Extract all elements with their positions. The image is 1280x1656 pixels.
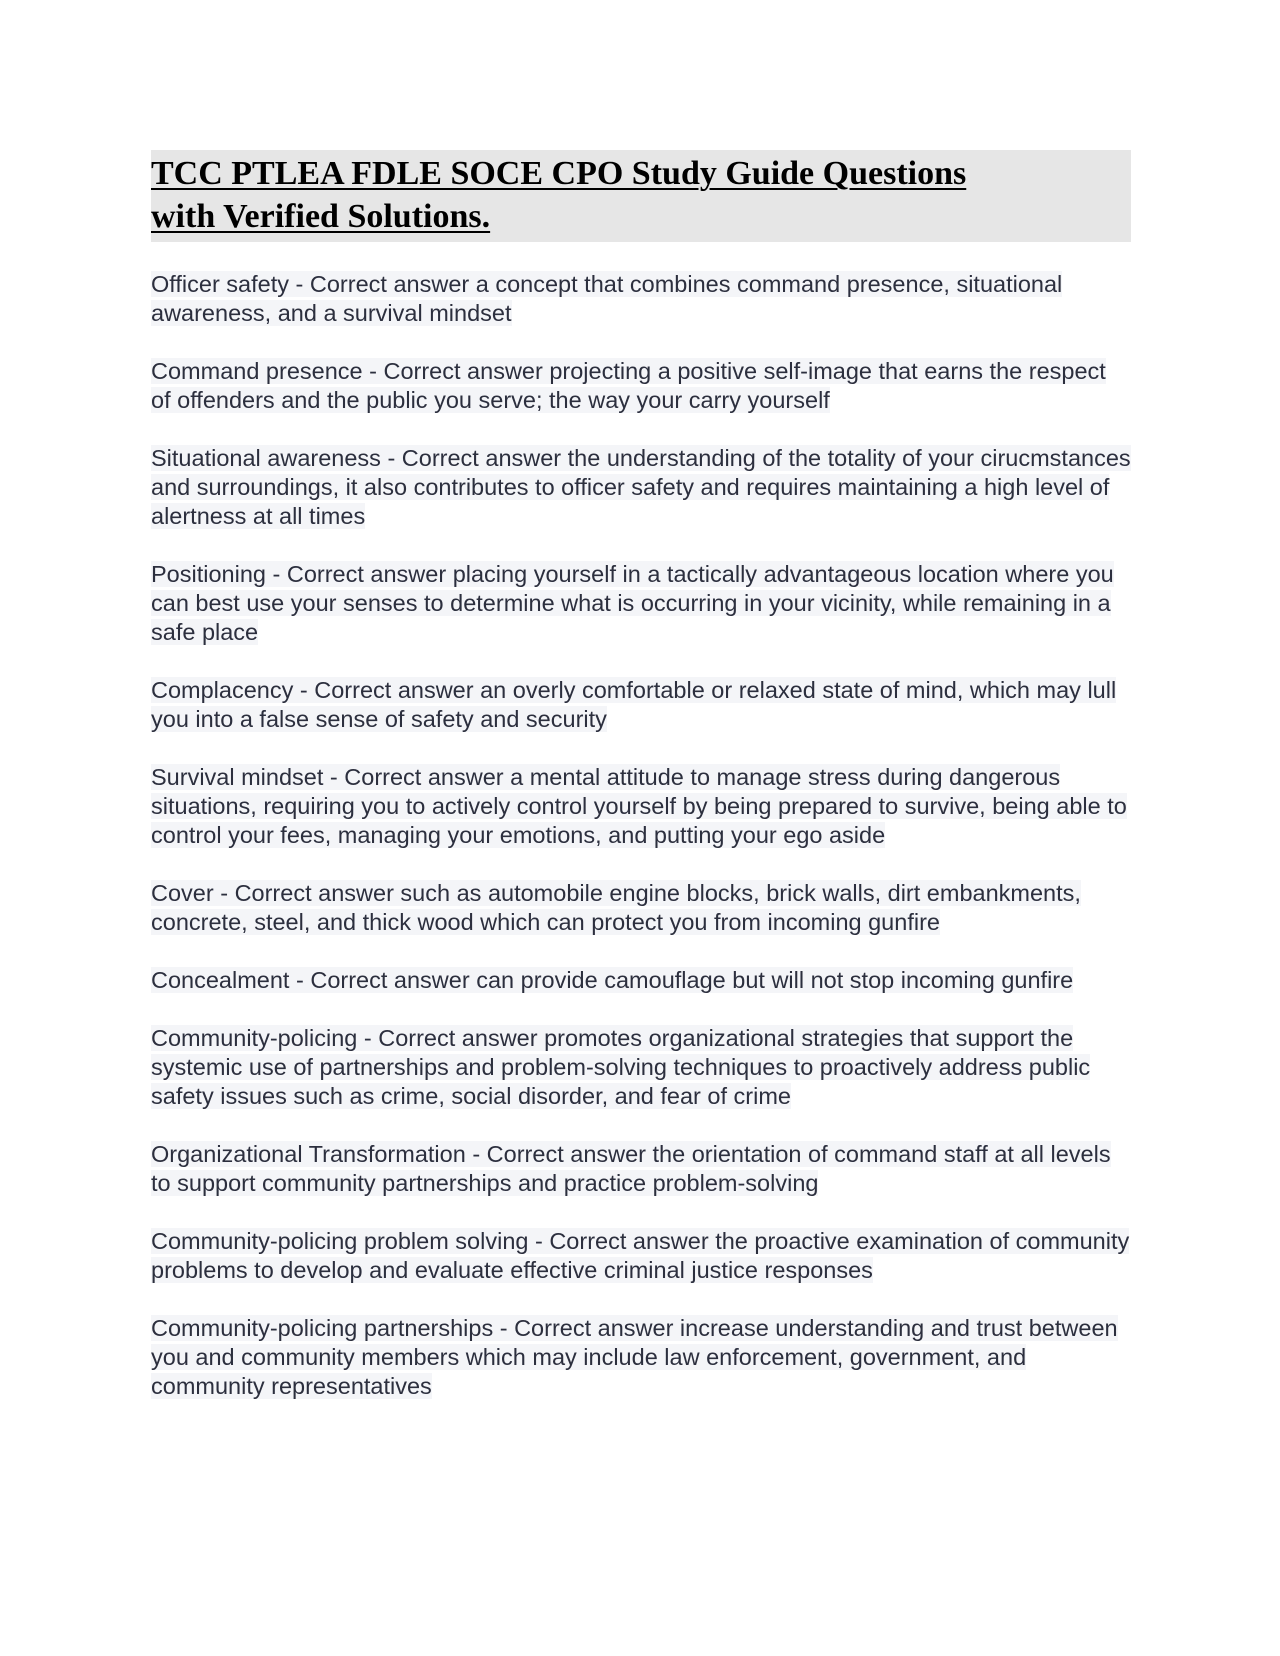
- entry-officer-safety: [151, 270, 1131, 328]
- entry-text: Concealment - Correct answer can provide camouflage but will not stop incoming gunfire: [151, 967, 1074, 993]
- entry-text: Cover - Correct answer such as automobile engine blocks, brick walls, dirt embankments, concrete, steel, and thick wood which can protect you from incoming gunfire: [151, 880, 1081, 935]
- entry-text: Command presence - Correct answer projecting a positive self-image that earns the respect of offenders and the public you serve; the way your carry yourself: [151, 358, 1106, 413]
- entry-text: Officer safety - Correct answer a concept that combines command presence, situational awareness, and a survival mindset: [151, 271, 1063, 326]
- entry-cover: [151, 879, 1131, 937]
- entry-text: Community-policing partnerships - Correct answer increase understanding and trust between you and community members which may include law enforcement, government, and community representatives: [151, 1315, 1118, 1399]
- title-line-2: with Verified Solutions.: [151, 198, 491, 235]
- entry-text: Situational awareness - Correct answer the understanding of the totality of your cirucmstances and surroundings, it also contributes to officer safety and requires maintaining a high level of alertness at all times: [151, 445, 1131, 529]
- document-page: [151, 150, 1131, 1430]
- entry-text: Positioning - Correct answer placing yourself in a tactically advantageous location where you can best use your senses to determine what is occurring in your vicinity, while remaining in a safe place: [151, 561, 1114, 645]
- entry-survival-mindset: [151, 763, 1131, 850]
- title-line-1: TCC PTLEA FDLE SOCE CPO Study Guide Questions: [151, 155, 967, 192]
- document-title: [151, 152, 1129, 238]
- entry-problem-solving: [151, 1227, 1131, 1285]
- entry-text: Organizational Transformation - Correct answer the orientation of command staff at all levels to support community partnerships and practice problem-solving: [151, 1141, 1111, 1196]
- title-block: [151, 150, 1131, 242]
- entry-community-policing: [151, 1024, 1131, 1111]
- entry-organizational-transformation: [151, 1140, 1131, 1198]
- entry-positioning: [151, 560, 1131, 647]
- entry-situational-awareness: [151, 444, 1131, 531]
- entry-text: Community-policing - Correct answer promotes organizational strategies that support the systemic use of partnerships and problem-solving techniques to proactively address public safety issues such as crime, social disorder, and fear of crime: [151, 1025, 1091, 1109]
- entry-command-presence: [151, 357, 1131, 415]
- entry-text: Complacency - Correct answer an overly comfortable or relaxed state of mind, which may lull you into a false sense of safety and security: [151, 677, 1117, 732]
- entry-partnerships: [151, 1314, 1131, 1401]
- entry-text: Community-policing problem solving - Correct answer the proactive examination of community problems to develop and evaluate effective criminal justice responses: [151, 1228, 1130, 1283]
- entry-complacency: [151, 676, 1131, 734]
- entry-concealment: [151, 966, 1131, 995]
- entry-text: Survival mindset - Correct answer a mental attitude to manage stress during dangerous situations, requiring you to actively control yourself by being prepared to survive, being able to control your fees, managing your emotions, and putting your ego aside: [151, 764, 1127, 848]
